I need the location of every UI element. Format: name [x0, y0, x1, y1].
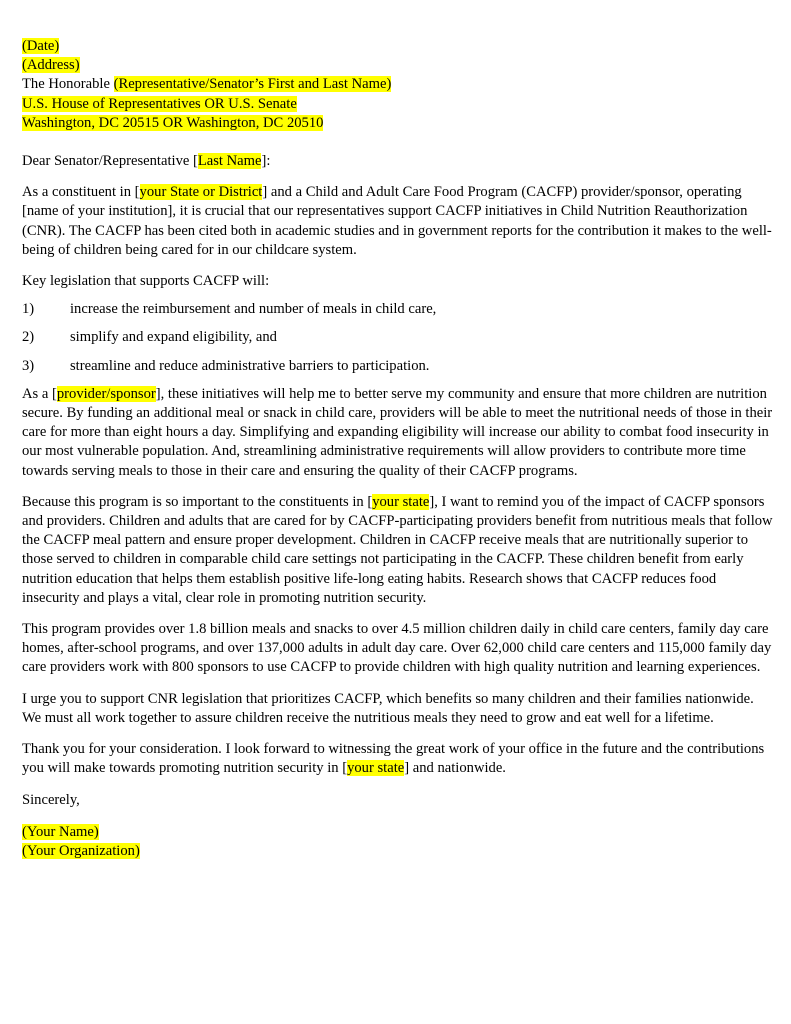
- list-item: [22, 328, 774, 347]
- list-number: 3): [22, 357, 35, 374]
- salutation-suffix: ]:: [261, 153, 271, 170]
- list-item: [22, 300, 774, 319]
- para2-prefix: As a [: [22, 385, 57, 402]
- your-name-line: [22, 823, 774, 842]
- your-organization-line: [22, 842, 774, 861]
- date-placeholder: (Date): [22, 38, 60, 54]
- paragraph-provider: [22, 385, 774, 481]
- para6-prefix: Thank you for your consideration. I look forward to witnessing the great work of your office in the future and the contributions you will make towards promoting nutrition security in [: [22, 741, 765, 777]
- paragraph-importance: [22, 493, 774, 608]
- para1-prefix: As a constituent in [: [22, 184, 140, 201]
- para1-rest: ] and a Child and Adult Care Food Program (CACFP) provider/sponsor, operating [name of your institution], it is crucial that our representatives support CACFP initiatives in Child Nutrition Reauthorization (CNR). The CACFP has been cited both in academic studies and in government reports for the contribution it makes to the well-being of children being cared for in our childcare system.: [22, 184, 772, 258]
- sincerely: Sincerely,: [22, 791, 80, 808]
- your-state-placeholder: your state: [347, 760, 405, 777]
- paragraph-urge: I urge you to support CNR legislation that prioritizes CACFP, which benefits so many children and their families nationwide. We must all work together to assure children receive the nutritious meals they need to grow and eat well for a lifetime.: [22, 690, 754, 726]
- date-line: [22, 37, 774, 56]
- paragraph-thanks: [22, 740, 774, 778]
- para6-suffix: ] and nationwide.: [404, 760, 506, 777]
- your-state-placeholder: your state: [372, 493, 430, 510]
- city-placeholder: Washington, DC 20515 OR Washington, DC 20510: [22, 114, 324, 131]
- address-line: [22, 56, 774, 75]
- letter-body: [22, 37, 774, 861]
- list-number: 2): [22, 329, 35, 346]
- house-senate-line: [22, 95, 774, 114]
- salutation: [22, 152, 774, 171]
- house-senate-placeholder: U.S. House of Representatives OR U.S. Senate: [22, 95, 297, 112]
- provider-sponsor-placeholder: provider/sponsor: [56, 385, 156, 402]
- last-name-placeholder: Last Name: [197, 153, 262, 170]
- city-line: [22, 114, 774, 133]
- para3-prefix: Because this program is so important to the constituents in [: [22, 493, 373, 510]
- salutation-prefix: Dear Senator/Representative [: [22, 153, 198, 170]
- key-legislation-intro: Key legislation that supports CACFP will:: [22, 273, 270, 290]
- list-text: streamline and reduce administrative barriers to participation.: [70, 357, 430, 374]
- list-item: [22, 357, 774, 376]
- your-organization-placeholder: (Your Organization): [22, 842, 140, 859]
- list-text: simplify and expand eligibility, and: [70, 329, 277, 346]
- paragraph-constituent: [22, 183, 774, 260]
- your-name-placeholder: (Your Name): [22, 823, 99, 840]
- state-district-placeholder: your State or District: [139, 184, 263, 201]
- para2-rest: ], these initiatives will help me to better serve my community and ensure that more children are nutrition secure. By funding an additional meal or snack in child care, providers will be able to meet the nutritional needs of those in their care for more than eight hours a day. Simplifying and expanding eligibility will increase our ability to combat food insecurity in our most vulnerable population. And, streamlining administrative requirements will allow providers to contribute more time towards serving meals to those in their care and ensuring the quality of their CACFP programs.: [22, 385, 773, 479]
- para3-rest: ], I want to remind you of the impact of CACFP sponsors and providers. Children and adults that are cared for by CACFP-participating providers benefit from nutritious meals that follow the CACFP meal pattern and ensure proper development. Children in CACFP receive meals that are nutritionally superior to those served to children in comparable child care settings not participating in the CACFP. These children benefit from early nutrition education that helps them establish positive life-long eating habits. Research shows that CACFP reduces food insecurity and plays a vital, clear role in promoting nutrition security.: [22, 493, 773, 606]
- paragraph-statistics: This program provides over 1.8 billion meals and snacks to over 4.5 million children daily in child care centers, family day care homes, after-school programs, and over 137,000 adults in adult day care. Over 62,000 child care centers and 115,000 family day care providers work with 800 sponsors to use CACFP to provide children with high quality nutrition and learning experiences.: [22, 621, 772, 676]
- rep-name-placeholder: (Representative/Senator’s First and Last Name): [113, 76, 392, 93]
- list-text: increase the reimbursement and number of meals in child care,: [70, 301, 437, 318]
- address-placeholder: (Address): [22, 57, 80, 74]
- honorable-prefix: The Honorable: [22, 76, 114, 93]
- honorable-line: [22, 75, 774, 94]
- list-number: 1): [22, 301, 35, 318]
